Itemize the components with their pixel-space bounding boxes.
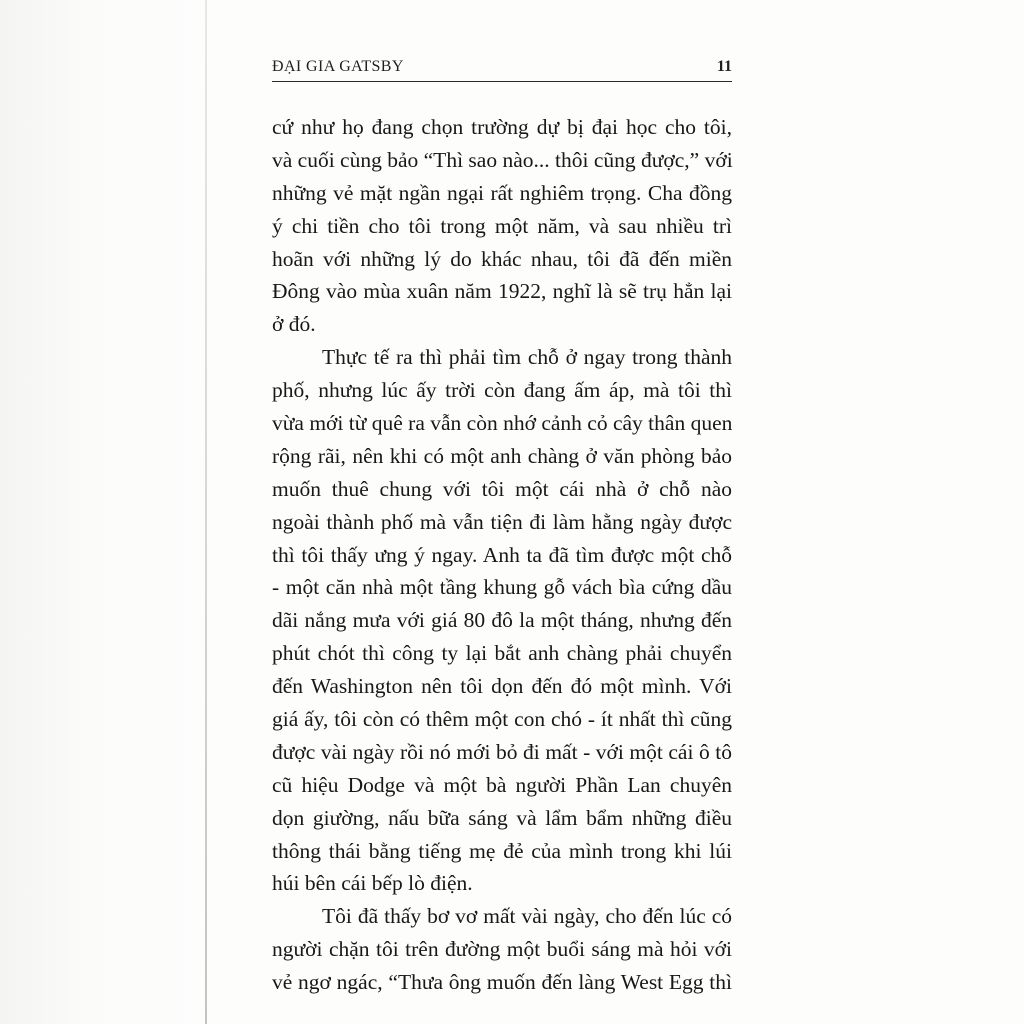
text-line: phố, nhưng lúc ấy trời còn đang ấm áp, mà tôi thì [272,378,732,403]
text-line: cứ như họ đang chọn trường dự bị đại học cho tôi, [272,115,732,139]
text-line: Đông vào mùa xuân năm 1922, nghĩ là sẽ trụ hẳn lại [272,279,732,304]
text-line: muốn thuê chung với tôi một cái nhà ở chỗ nào [272,476,732,501]
text-line: cũ hiệu Dodge và một bà người Phần Lan chuyên [272,772,732,797]
text-line: - một căn nhà một tầng khung gỗ vách bìa cứng dầu [272,575,732,600]
text-line: ý chi tiền cho tôi trong một năm, và sau nhiều trì [272,213,732,238]
text-line: vừa mới từ quê ra vẫn còn nhớ cảnh cỏ cây thân quen [272,411,733,436]
text-line: giá ấy, tôi còn có thêm một con chó - ít nhất thì cũng [272,707,732,732]
page-edge [205,0,207,1024]
text-line: phút chót thì công ty lại bắt anh chàng phải chuyển [272,641,732,666]
text-line: vẻ ngơ ngác, “Thưa ông muốn đến làng West Egg thì [272,970,732,995]
text-line: những vẻ mặt ngần ngại rất nghiêm trọng. Cha đồng [272,180,732,205]
running-header [272,58,732,80]
text-line: đến Washington nên tôi dọn đến đó một mình. Với [272,674,732,699]
text-line: ở đó. [272,312,316,337]
page-number: 11 [716,58,732,75]
text-line: và cuối cùng bảo “Thì sao nào... thôi cũng được,” với [272,147,733,172]
text-line: húi bên cái bếp lò điện. [272,871,473,896]
text-line: ngoài thành phố mà vẫn tiện đi làm hằng ngày được [272,509,732,534]
book-title: ĐẠI GIA GATSBY [272,58,404,75]
text-line: người chặn tôi trên đường một buổi sáng mà hỏi với [272,937,732,962]
text-line: Thực tế ra thì phải tìm chỗ ở ngay trong thành [322,345,732,370]
text-line: hoãn với những lý do khác nhau, tôi đã đến miền [272,246,732,271]
body-text [272,111,732,999]
text-line: được vài ngày rồi nó mới bỏ đi mất - với một cái ô tô [272,739,732,764]
text-line: Tôi đã thấy bơ vơ mất vài ngày, cho đến lúc có [322,904,732,929]
text-line: rộng rãi, nên khi có một anh chàng ở văn phòng bảo [272,443,732,468]
text-line: dãi nắng mưa với giá 80 đô la một tháng, nhưng đến [272,608,732,633]
text-line: thông thái bằng tiếng mẹ đẻ của mình trong khi lúi [272,838,732,863]
text-line: dọn giường, nấu bữa sáng và lẩm bẩm những điều [272,805,732,830]
page-gutter-shadow [0,0,215,1024]
header-rule [272,81,732,82]
text-line: thì tôi thấy ưng ý ngay. Anh ta đã tìm được một chỗ [272,542,732,567]
